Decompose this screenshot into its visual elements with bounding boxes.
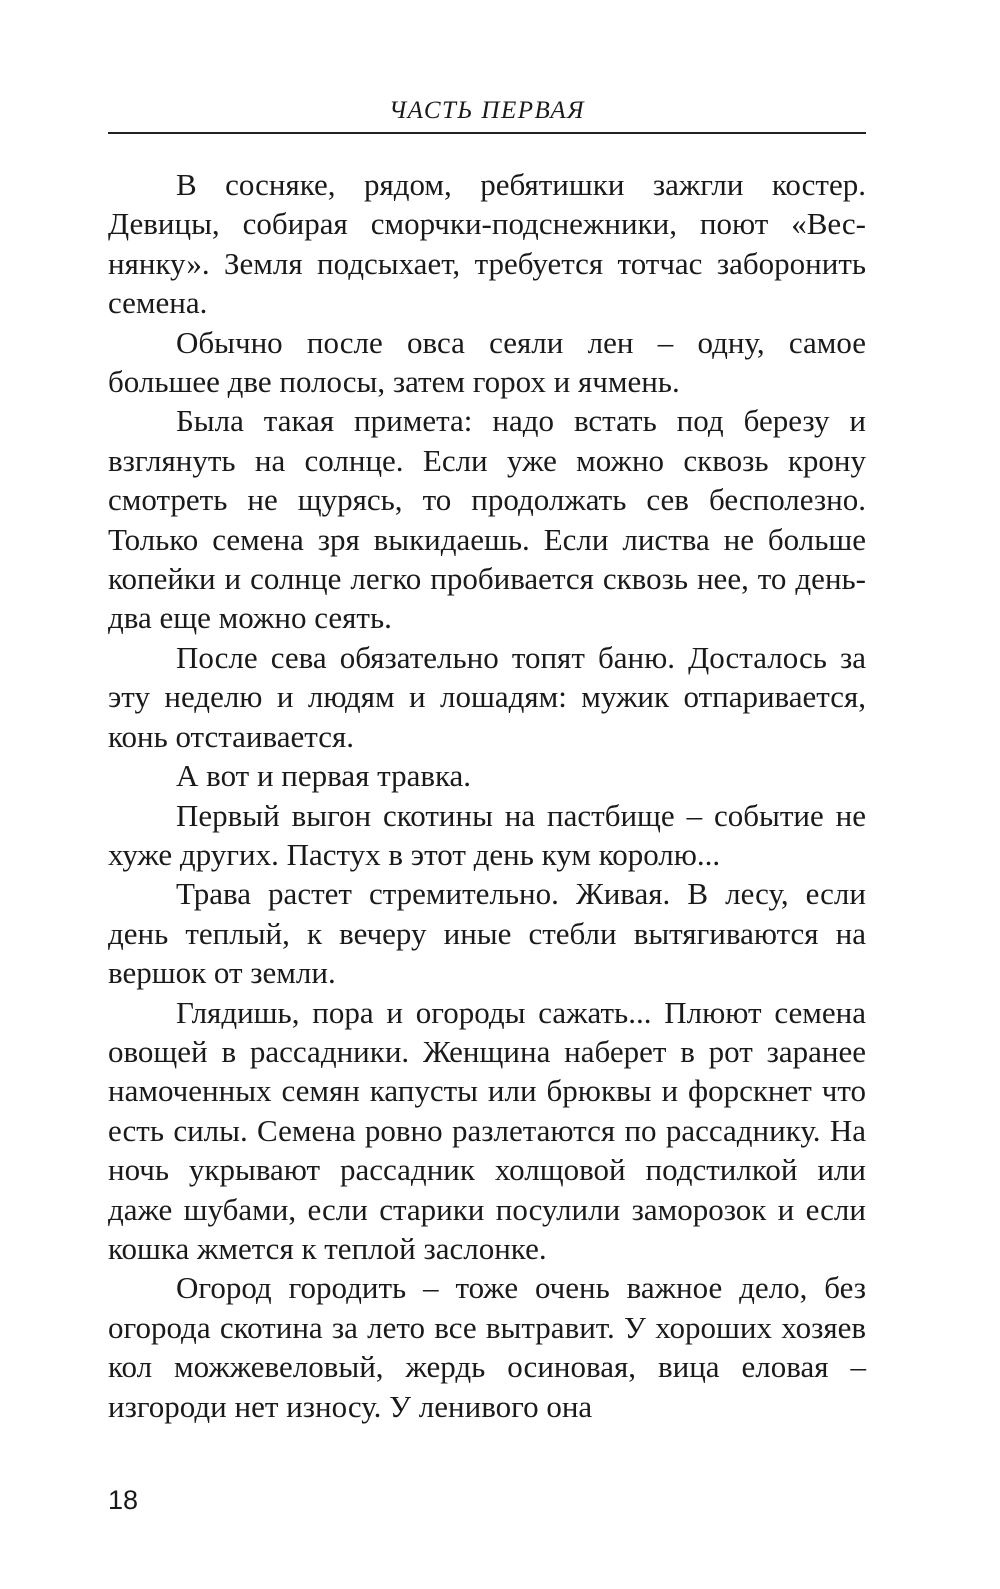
- paragraph: Была такая примета: надо встать под березу и взглянуть на солнце. Если уже можно сквозь крону смотреть не щурясь, то продолжать сев бесполезно. Только семена зря выкидаешь. Если листва не больше копейки и солнце легко пробивается сквозь нее, то день-два еще можно сеять.: [108, 403, 866, 636]
- page-number: 18: [108, 1485, 139, 1515]
- running-head: ЧАСТЬ ПЕРВАЯ: [388, 97, 586, 124]
- paragraph: Огород городить – тоже очень важное дело, без огорода скотина за лето все вытравит. У хороших хозяев кол можжевеловый, жердь осиновая, вица еловая – изгороди нет износу. У ленивого она: [108, 1270, 866, 1424]
- paragraph: Первый выгон скотины на пастбище – событие не хуже других. Пастух в этот день кум королю...: [108, 797, 866, 872]
- header-rule: [108, 132, 866, 134]
- paragraph: Обычно после овса сеяли лен – одну, самое большее две полосы, затем горох и ячмень.: [108, 324, 866, 400]
- paragraph: В сосняке, рядом, ребятишки зажгли костер. Девицы, собирая сморчки-подснежники, поют «Веснянку». Земля подсыхает, требуется тотчас заборонить семена.: [108, 167, 866, 321]
- paragraph: А вот и первая травка.: [176, 758, 472, 794]
- paragraph: Трава растет стремительно. Живая. В лесу, если день теплый, к вечеру иные стебли вытягиваются на вершок от земли.: [108, 876, 866, 991]
- body-text: [108, 165, 866, 1426]
- paragraph: После сева обязательно топят баню. Досталось за эту неделю и людям и лошадям: мужик отпаривается, конь отстаивается.: [108, 639, 866, 754]
- paragraph: Глядишь, пора и огороды сажать... Плюют семена овощей в рассадники. Женщина наберет в рот заранее намоченных семян капусты или брюквы и форскнет что есть силы. Семена ровно разлетаются по рассаднику. На ночь укрывают рассадник холщовой подстилкой или даже шубами, если старики посулили заморозок и если кошка жмется к теплой заслонке.: [108, 994, 866, 1266]
